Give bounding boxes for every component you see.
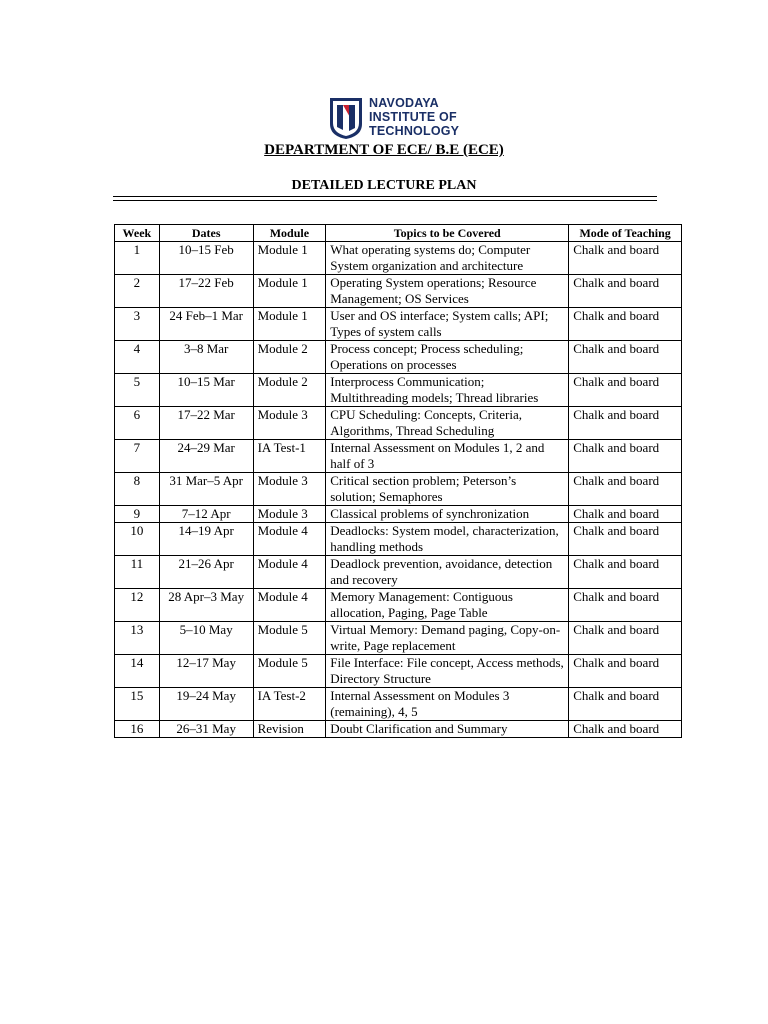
table-row (115, 523, 682, 556)
table-row (115, 242, 682, 275)
dates-cell: 10–15 Mar (159, 374, 253, 407)
topics-cell: Classical problems of synchronization (326, 506, 569, 523)
mode-cell: Chalk and board (569, 275, 682, 308)
mode-cell: Chalk and board (569, 655, 682, 688)
table-row (115, 440, 682, 473)
table-row (115, 407, 682, 440)
week-cell: 14 (115, 655, 160, 688)
table-row (115, 655, 682, 688)
table-header-row (115, 225, 682, 242)
institute-logo (328, 93, 468, 141)
logo-wordmark (369, 96, 459, 138)
table-row (115, 589, 682, 622)
navodaya-logo-icon (328, 94, 364, 140)
week-cell: 4 (115, 341, 160, 374)
week-cell: 5 (115, 374, 160, 407)
dates-cell: 17–22 Feb (159, 275, 253, 308)
module-cell: Module 5 (253, 622, 326, 655)
week-cell: 8 (115, 473, 160, 506)
topics-cell: Internal Assessment on Modules 3 (remaining), 4, 5 (326, 688, 569, 721)
mode-cell: Chalk and board (569, 308, 682, 341)
module-cell: Module 4 (253, 523, 326, 556)
module-cell: Module 3 (253, 473, 326, 506)
topics-cell: Operating System operations; Resource Management; OS Services (326, 275, 569, 308)
week-cell: 16 (115, 721, 160, 738)
topics-cell: Interprocess Communication; Multithreading models; Thread libraries (326, 374, 569, 407)
week-cell: 10 (115, 523, 160, 556)
dates-cell: 31 Mar–5 Apr (159, 473, 253, 506)
mode-cell: Chalk and board (569, 523, 682, 556)
table-row (115, 688, 682, 721)
dates-cell: 26–31 May (159, 721, 253, 738)
module-cell: Module 3 (253, 506, 326, 523)
topics-cell: Critical section problem; Peterson’s solution; Semaphores (326, 473, 569, 506)
table-row (115, 721, 682, 738)
logo-line-1: NAVODAYA (369, 96, 439, 110)
dates-cell: 7–12 Apr (159, 506, 253, 523)
table-body (115, 242, 682, 738)
topics-cell: Memory Management: Contiguous allocation, Paging, Page Table (326, 589, 569, 622)
module-cell: Module 5 (253, 655, 326, 688)
week-cell: 3 (115, 308, 160, 341)
week-cell: 11 (115, 556, 160, 589)
column-header-module: Module (253, 225, 326, 242)
topics-cell: Process concept; Process scheduling; Operations on processes (326, 341, 569, 374)
module-cell: Module 4 (253, 556, 326, 589)
mode-cell: Chalk and board (569, 622, 682, 655)
mode-cell: Chalk and board (569, 341, 682, 374)
mode-cell: Chalk and board (569, 374, 682, 407)
week-cell: 2 (115, 275, 160, 308)
module-cell: Module 2 (253, 374, 326, 407)
topics-cell: Internal Assessment on Modules 1, 2 and half of 3 (326, 440, 569, 473)
table-row (115, 341, 682, 374)
module-cell: Module 3 (253, 407, 326, 440)
module-cell: Revision (253, 721, 326, 738)
table-row (115, 506, 682, 523)
table-row (115, 374, 682, 407)
week-cell: 7 (115, 440, 160, 473)
mode-cell: Chalk and board (569, 721, 682, 738)
week-cell: 6 (115, 407, 160, 440)
mode-cell: Chalk and board (569, 589, 682, 622)
column-header-dates: Dates (159, 225, 253, 242)
week-cell: 9 (115, 506, 160, 523)
dates-cell: 24–29 Mar (159, 440, 253, 473)
logo-line-3: TECHNOLOGY (369, 124, 460, 138)
dates-cell: 19–24 May (159, 688, 253, 721)
module-cell: Module 1 (253, 242, 326, 275)
topics-cell: Deadlocks: System model, characterization, handling methods (326, 523, 569, 556)
mode-cell: Chalk and board (569, 440, 682, 473)
topics-cell: Doubt Clarification and Summary (326, 721, 569, 738)
topics-cell: User and OS interface; System calls; API; Types of system calls (326, 308, 569, 341)
topics-cell: What operating systems do; Computer System organization and architecture (326, 242, 569, 275)
mode-cell: Chalk and board (569, 242, 682, 275)
mode-cell: Chalk and board (569, 506, 682, 523)
table-row (115, 308, 682, 341)
topics-cell: CPU Scheduling: Concepts, Criteria, Algorithms, Thread Scheduling (326, 407, 569, 440)
topics-cell: Virtual Memory: Demand paging, Copy-on-write, Page replacement (326, 622, 569, 655)
dates-cell: 3–8 Mar (159, 341, 253, 374)
mode-cell: Chalk and board (569, 688, 682, 721)
page-title: DETAILED LECTURE PLAN (291, 178, 477, 193)
topics-cell: File Interface: File concept, Access methods, Directory Structure (326, 655, 569, 688)
column-header-week: Week (115, 225, 160, 242)
title-double-rule (113, 196, 657, 201)
logo-line-2: INSTITUTE OF (369, 110, 457, 124)
dates-cell: 10–15 Feb (159, 242, 253, 275)
table-row (115, 622, 682, 655)
table-row (115, 275, 682, 308)
mode-cell: Chalk and board (569, 556, 682, 589)
dates-cell: 28 Apr–3 May (159, 589, 253, 622)
dates-cell: 24 Feb–1 Mar (159, 308, 253, 341)
department-heading: DEPARTMENT OF ECE/ B.E (ECE) (264, 142, 504, 158)
dates-cell: 14–19 Apr (159, 523, 253, 556)
dates-cell: 5–10 May (159, 622, 253, 655)
table-row (115, 473, 682, 506)
dates-cell: 12–17 May (159, 655, 253, 688)
mode-cell: Chalk and board (569, 407, 682, 440)
week-cell: 1 (115, 242, 160, 275)
column-header-mode: Mode of Teaching (569, 225, 682, 242)
module-cell: IA Test-1 (253, 440, 326, 473)
lecture-plan-table (114, 224, 682, 738)
week-cell: 15 (115, 688, 160, 721)
week-cell: 12 (115, 589, 160, 622)
week-cell: 13 (115, 622, 160, 655)
module-cell: Module 1 (253, 308, 326, 341)
module-cell: Module 2 (253, 341, 326, 374)
dates-cell: 17–22 Mar (159, 407, 253, 440)
dates-cell: 21–26 Apr (159, 556, 253, 589)
module-cell: Module 4 (253, 589, 326, 622)
column-header-topics: Topics to be Covered (326, 225, 569, 242)
module-cell: IA Test-2 (253, 688, 326, 721)
table-row (115, 556, 682, 589)
mode-cell: Chalk and board (569, 473, 682, 506)
module-cell: Module 1 (253, 275, 326, 308)
topics-cell: Deadlock prevention, avoidance, detection and recovery (326, 556, 569, 589)
